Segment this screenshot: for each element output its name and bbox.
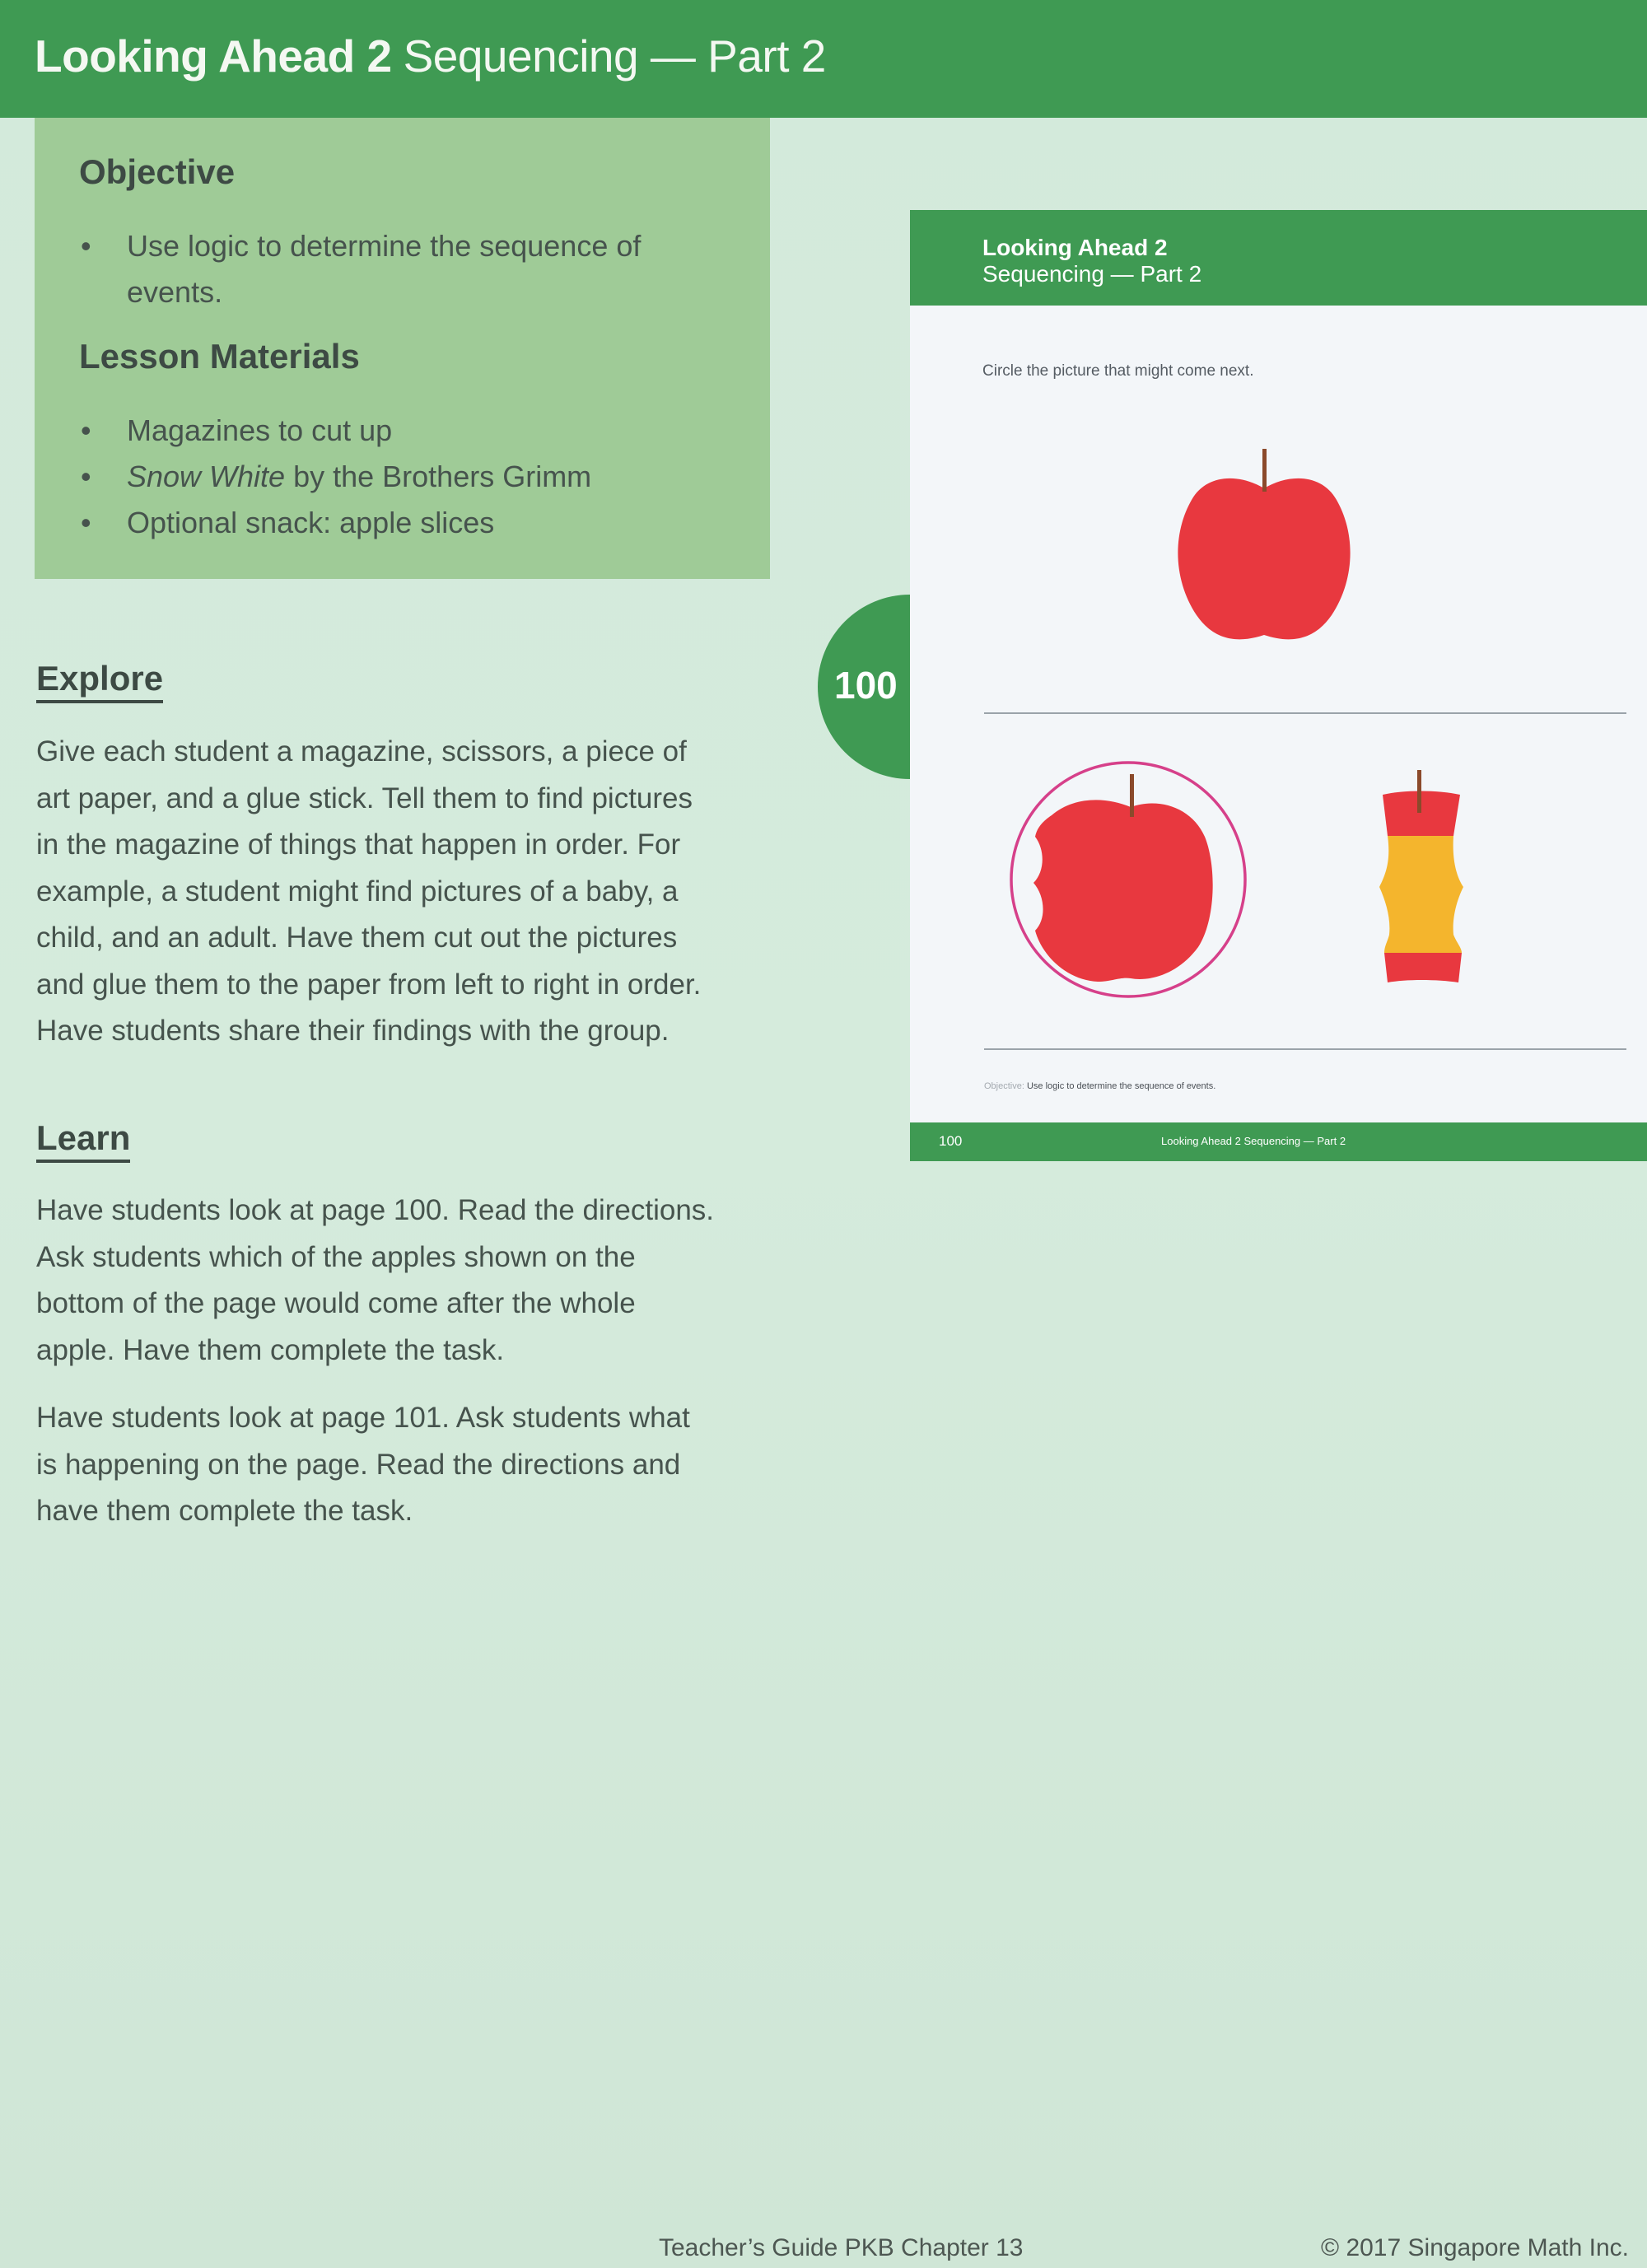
student-page-topic: Sequencing — Part 2 xyxy=(982,261,1202,287)
divider-line xyxy=(984,1048,1626,1050)
bullet-icon: • xyxy=(81,506,91,539)
materials-item: • Magazines to cut up xyxy=(79,408,705,454)
whole-apple-icon xyxy=(1157,449,1371,646)
lesson-topic: Sequencing — Part 2 xyxy=(403,30,826,82)
apple-core-icon xyxy=(1371,770,1470,992)
explore-paragraph: Give each student a magazine, scissors, a piece of art paper, and a glue stick. Tell them to find pictures in the magazine of things that happen in order. For example, a student might find pictures of a baby, a child, and an adult. Have them cut out the pictures and glue them to the paper from left to right in order. Have students share their findings with the group. xyxy=(36,735,702,1047)
bullet-icon: • xyxy=(81,460,91,493)
explore-heading: Explore xyxy=(36,659,163,703)
materials-item: • Snow White by the Brothers Grimm xyxy=(79,454,705,500)
learn-paragraph-1: Have students look at page 100. Read the directions. Ask students which of the apples shown on the bottom of the page would come after the whole apple. Have them complete the task. xyxy=(36,1194,715,1366)
page-title xyxy=(35,30,826,82)
materials-heading: Lesson Materials xyxy=(79,337,360,376)
objective-list xyxy=(79,223,705,315)
page-number-badge: 100 xyxy=(834,664,898,707)
student-page-preview xyxy=(910,210,1647,1161)
bullet-icon: • xyxy=(81,229,91,263)
materials-list xyxy=(79,408,705,546)
student-page-objective: Objective: Use logic to determine the sequence of events. xyxy=(984,1081,1216,1091)
learn-paragraph-2: Have students look at page 101. Ask students what is happening on the page. Read the directions and have them complete the task. xyxy=(36,1402,690,1527)
student-page-instruction: Circle the picture that might come next. xyxy=(982,362,1254,380)
objective-box xyxy=(35,118,770,579)
objective-heading: Objective xyxy=(79,152,236,191)
bitten-apple-icon xyxy=(1001,758,1256,1005)
bullet-icon: • xyxy=(81,413,91,447)
lesson-name: Looking Ahead 2 xyxy=(35,30,392,82)
footer-copyright: © 2017 Singapore Math Inc. xyxy=(1321,2234,1630,2261)
top-banner xyxy=(0,0,1647,118)
learn-heading: Learn xyxy=(36,1118,130,1163)
footer-book-title: Teacher’s Guide PKB Chapter 13 xyxy=(659,2234,1024,2261)
student-page-lesson: Looking Ahead 2 xyxy=(982,235,1168,260)
student-page-number: 100 xyxy=(939,1133,963,1149)
book-title: Snow White xyxy=(127,460,286,493)
student-page-footer xyxy=(910,1122,1647,1161)
materials-item: • Optional snack: apple slices xyxy=(79,500,705,546)
objective-item: • Use logic to determine the sequence of events. xyxy=(79,223,705,315)
student-page-footer-title: Looking Ahead 2 Sequencing — Part 2 xyxy=(1161,1135,1346,1147)
divider-line xyxy=(984,712,1626,714)
student-page-header xyxy=(910,210,1647,306)
